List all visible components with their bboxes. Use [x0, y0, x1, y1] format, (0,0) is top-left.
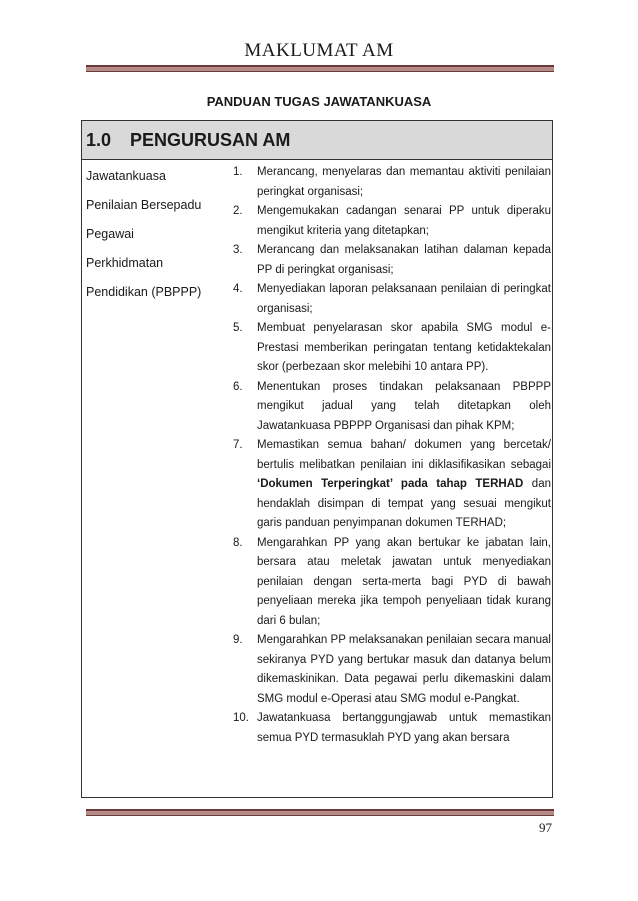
item-number: 4.: [233, 283, 243, 295]
section-number: 1.0: [86, 129, 112, 150]
document-title: PANDUAN TUGAS JAWATANKUASA: [206, 94, 432, 109]
item-text: Jawatankuasa bertanggungjawab untuk memastikan semua PYD termasuklah PYD yang akan bersara: [257, 712, 551, 744]
item-number: 9.: [233, 634, 243, 646]
list-item: [233, 378, 551, 437]
duties-list: [233, 163, 551, 748]
committee-line: Jawatankuasa: [86, 169, 166, 183]
item-text: Menyediakan laporan pelaksanaan penilaian di peringkat organisasi;: [257, 283, 551, 315]
item-text: Mengarahkan PP yang akan bertukar ke jabatan lain, bersara atau meletak jawatan untuk menyediakan penilaian dengan serta-merta bagi PYD di bawah penyeliaan mereka jika tempoh penyeliaan tidak kurang dari 6 bulan;: [257, 536, 551, 627]
list-item: [233, 319, 551, 378]
item-number: 7.: [233, 439, 243, 451]
item-text: Merancang dan melaksanakan latihan dalaman kepada PP di peringkat organisasi;: [257, 244, 551, 276]
footer-divider: [86, 809, 554, 816]
running-header: MAKLUMAT AM: [244, 40, 394, 61]
list-item: [233, 241, 551, 280]
item-text-emphasis: ‘Dokumen Terperingkat’ pada tahap TERHAD: [257, 478, 524, 490]
item-text: Menentukan proses tindakan pelaksanaan PBPPP mengikut jadual yang telah ditetapkan oleh Jawatankuasa PBPPP Organisasi dan pihak KPM;: [257, 380, 551, 432]
committee-line: Perkhidmatan: [86, 256, 164, 270]
list-item: [233, 709, 551, 748]
committee-line: Pendidikan (PBPPP): [86, 285, 202, 299]
page-number: 97: [539, 820, 552, 835]
committee-line: Pegawai: [86, 227, 134, 241]
list-item: [233, 280, 551, 319]
item-number: 3.: [233, 244, 243, 256]
list-item: [233, 534, 551, 632]
item-number: 10.: [233, 712, 249, 724]
list-item: [233, 436, 551, 534]
item-number: 6.: [233, 380, 243, 393]
item-text: [257, 436, 551, 534]
item-text-part: Memastikan semua bahan/ dokumen yang bercetak/ bertulis melibatkan penilaian ini diklasifikasikan sebagai: [257, 439, 551, 471]
list-item: [233, 202, 551, 241]
header-divider: [86, 65, 554, 72]
list-item: [233, 163, 551, 202]
duties-table: [81, 120, 553, 798]
list-item: [233, 631, 551, 709]
committee-name: [86, 165, 226, 310]
committee-line: Penilaian Bersepadu: [86, 198, 202, 212]
item-number: 1.: [233, 166, 243, 178]
section-heading: PENGURUSAN AM: [130, 129, 291, 150]
item-number: 8.: [233, 536, 243, 549]
section-heading-row: [82, 121, 552, 160]
item-text-part: dan hendaklah disimpan di tempat yang sesuai mengikut garis panduan penyimpanan dokumen TERHAD;: [257, 478, 551, 529]
item-text: Merancang, menyelaras dan memantau aktiviti penilaian peringkat organisasi;: [257, 166, 551, 198]
item-text: Membuat penyelarasan skor apabila SMG modul e-Prestasi memberikan peringatan tentang ketidaktekalan skor (perbezaan skor melebihi 10 antara PP).: [257, 322, 551, 373]
item-number: 5.: [233, 322, 243, 334]
item-text: Mengarahkan PP melaksanakan penilaian secara manual sekiranya PYD yang bertukar masuk dan datanya belum dikemaskinikan. Data pegawai perlu dikemaskini dalam SMG modul e-Operasi atau SMG modul e-Pangkat.: [257, 634, 551, 705]
item-number: 2.: [233, 205, 243, 217]
item-text: Mengemukakan cadangan senarai PP untuk diperaku mengikut kriteria yang ditetapkan;: [257, 205, 551, 237]
